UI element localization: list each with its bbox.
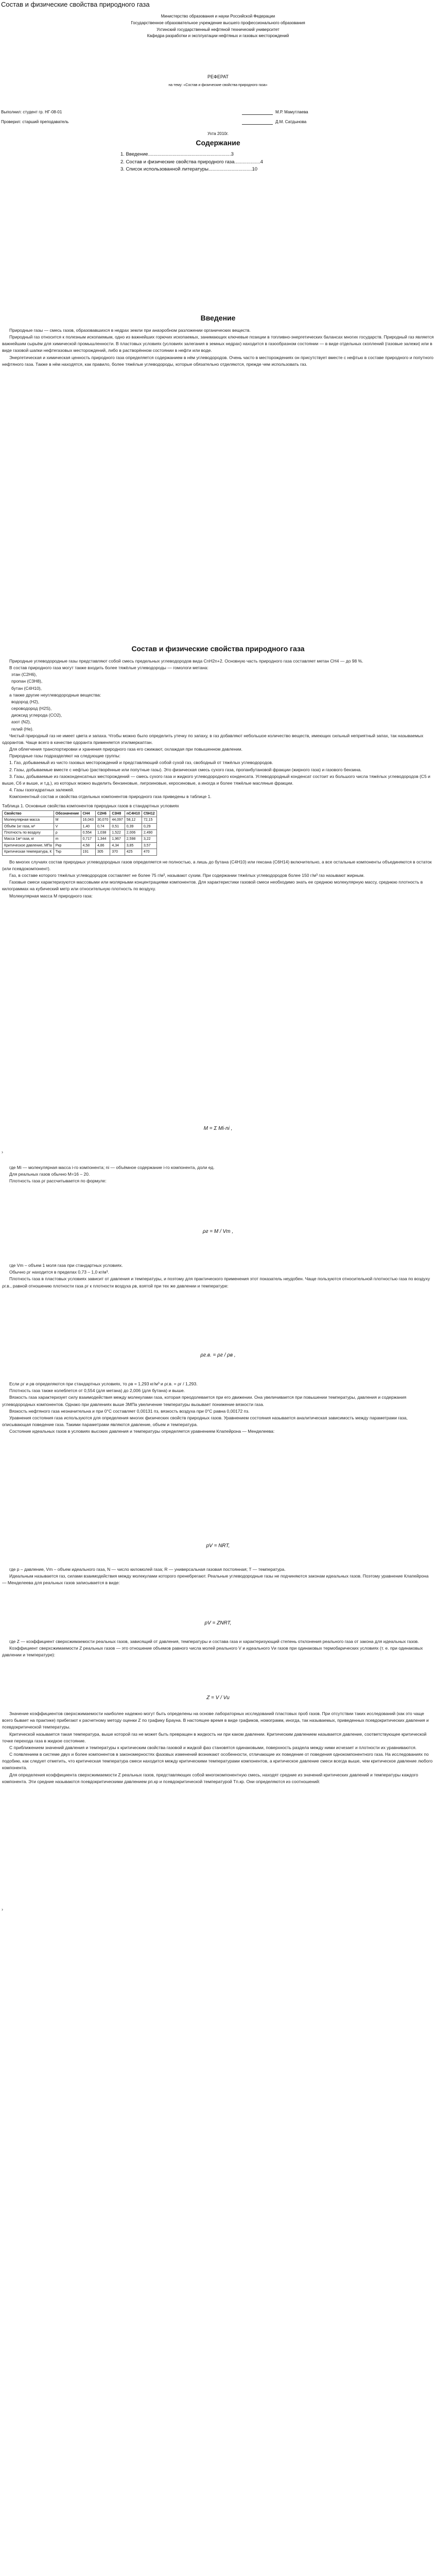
main-paragraph: Значение коэффициентов сверхсжимаемости наиболее надежно могут быть определены на основе лабораторных исследований пластовых проб газов. При отсутствии таких исследований (как это чаще всего бывает на практике) прибегают к расчетному методу оценки Z по графику Брауна. В настоящее время в виде графиков, номограмм, иногда, так называемых, приведенных псевдокритических давления и псевдокритической температуры. [2, 1711, 429, 1730]
table-cell: 1,967 [110, 836, 125, 842]
table-cell: 425 [125, 849, 142, 855]
referat-topic: на тему: «Состав и физические свойства природного газа» [168, 83, 268, 88]
table-cell: 0,554 [81, 829, 95, 836]
table-cell: Молекулярная масса [3, 817, 54, 823]
table-cell: Критическая температура, К [3, 849, 54, 855]
table-header-cell: C2H6 [95, 810, 110, 817]
table-cell: 1,40 [81, 823, 95, 829]
table-cell: 3,57 [142, 842, 156, 849]
after-formula-pv [0, 1566, 436, 1587]
list-item: водород (H2), [11, 699, 40, 704]
list-item: бутан (C4H10), [11, 685, 42, 691]
main-paragraph: 3. Газы, добываемые из газоконденсатных месторождений — смесь сухого газа и жидкого углеводородного конденсата. Углеводородный конденсат состоит из большого числа тяжёлых углеводородов (C5 и выше, C6 и выше, и т.д.), из которых можно выделить бензиновые, лигроиновые, керосиновые, а иногда и более тяжёлые масляные фракции. [2, 773, 430, 786]
main-paragraph: Коэффициент сверхсжимаемости Z реальных газов — это отношение объемов равного числа молей реального V и идеального Vи газов при одинаковых термобарических условиях (т. е. при одинаковых давлении и температуре): [2, 1646, 423, 1658]
title-page [0, 13, 436, 40]
referat-label: РЕФЕРАТ [207, 74, 229, 79]
table-cell: 0,39 [125, 823, 142, 829]
after-formula-rel [0, 1381, 436, 1435]
main-paragraph: Плотность газа в пластовых условиях зависит от давления и температуры, и поэтому для практического применения этот показатель неудобен. Чаще пользуются относительной плотностью газа по воздуху ρг.в., равной отношению плотности газа ρг к плотности воздуха ρв, взятой при тех же давлении и температуре: [2, 1276, 430, 1289]
main-paragraph: Критической называется такая температура, выше которой газ не может быть превращен в жидкость ни при каком давлении. Критическим давлением называется давление, соответствующее критической точке перехода газа в жидкое состояние. [2, 1731, 427, 1743]
main-paragraph: Уравнения состояния газа используются для определения многих физических свойств природных газов. Уравнением состояния называется аналитическая зависимость между параметрами газа, описывающая поведение газа. Такими параметрами являются давление, объем и температура. [2, 1415, 408, 1428]
formula-clapeyron: pV = NRT, [206, 1543, 230, 1549]
chevron-right-icon: › [2, 1149, 3, 1155]
after-formula-m [0, 1164, 436, 1185]
formula-pv-block [0, 1540, 436, 1552]
main-paragraph: Обычно ρг находится в пределах 0,73 – 1,0 кг/м³. [9, 1269, 109, 1275]
table-cell: 0,74 [95, 823, 110, 829]
main-paragraph: Если ρг и ρв определяются при стандартных условиях, то ρв = 1,293 кг/м³ и ρг.в. = ρг / 1,293. [9, 1381, 198, 1386]
formula-z-block [0, 1692, 436, 1704]
main-heading: Состав и физические свойства природного газа [131, 645, 305, 653]
main-paragraph: Газ, в составе которого тяжёлых углеводородов составляет не более 75 г/м³, называют сухим. При содержании тяжёлых углеводородов более 150 г/м³ газ называют жирным. [9, 873, 365, 878]
toc-item-composition[interactable]: 2. Состав и физические свойства природного газа...................4 [120, 159, 263, 165]
university-line: Ухтинский государственный нефтяной технический университет [156, 27, 280, 32]
table-cell: 370 [110, 849, 125, 855]
document-title: Состав и физические свойства природного газа [1, 1, 150, 8]
ministry-line: Министерство образования и науки Российской Федерации [161, 14, 275, 19]
main-paragraph: а также другие неуглеводородные вещества: [9, 692, 101, 698]
institution-line: Государственное образовательное учреждение высшего профессионального образования [131, 20, 305, 25]
formula-real-gas: pV = ZNRT, [204, 1620, 232, 1626]
table-cell: 1,522 [110, 829, 125, 836]
table-cell: 2,490 [142, 829, 156, 836]
table-cell: 0,29 [142, 823, 156, 829]
table-row [3, 829, 157, 836]
table-cell: 30,070 [95, 817, 110, 823]
after-formula-rho [0, 1262, 436, 1290]
table-cell: 16,043 [81, 817, 95, 823]
formula-relative-density: ρг.в. = ρг / ρв , [200, 1352, 236, 1358]
main-paragraph: Плотность газа ρг рассчитывается по формуле: [9, 1178, 107, 1184]
table-header-cell: nC4H10 [125, 810, 142, 817]
teacher-name: Д.М. Сатдынова [275, 120, 307, 124]
table-row [3, 817, 157, 823]
table-cell: 2,598 [125, 836, 142, 842]
main-paragraph: Вязкость нефтяного газа незначительна и при 0°С составляет 0,00131 пз, вязкость воздуха при 0°С равна 0,00172 пз. [9, 1408, 250, 1414]
main-paragraph: Компонентный состав и свойства отдельных компонентов природного газа приведены в таблице 1. [9, 794, 212, 800]
main-paragraph: Для реальных газов обычно M=16 – 20. [9, 1172, 90, 1177]
table-cell: Плотность по воздуху [3, 829, 54, 836]
table-cell: 4,34 [110, 842, 125, 849]
main-paragraph: Природные газы подразделяют на следующие группы: [9, 753, 120, 759]
chevron-right-icon: › [2, 1907, 3, 1912]
toc-section [0, 138, 436, 174]
list-item: азот (N2), [11, 719, 31, 725]
formula-rho-block [0, 1226, 436, 1238]
table-header-row [3, 810, 157, 817]
list-item: пропан (C3H8), [11, 679, 43, 684]
table-cell: 0,717 [81, 836, 95, 842]
student-name: М.Р. Мамутлаева [275, 110, 308, 114]
table-cell: Масса 1м³ газа, кг [3, 836, 54, 842]
table-row [3, 842, 157, 849]
signature-line-student [242, 114, 273, 115]
formula-z: Z = V / Vи [206, 1695, 230, 1701]
table-cell: V [54, 823, 81, 829]
formula-molar-mass: M = Σ Mi·ni , [203, 1126, 233, 1131]
table-cell: 58,12 [125, 817, 142, 823]
main-paragraph: где Vm – объем 1 моля газа при стандартных условиях. [9, 1263, 123, 1268]
toc-heading: Содержание [196, 139, 240, 147]
list-item: этан (C2H6), [11, 672, 37, 677]
table-cell: M [54, 817, 81, 823]
list-item: диоксид углерода (CO2), [11, 713, 62, 718]
table-cell: 2,006 [125, 829, 142, 836]
main-paragraph: Чистый природный газ не имеет цвета и запаха. Чтобы можно было определить утечку по запаху, в газ добавляют небольшое количество веществ, имеющих сильный неприятный запах, так называемых одорантов. Чаще всего в качестве одоранта применяется этилмеркаптан. [2, 733, 424, 745]
table-cell: 1,038 [95, 829, 110, 836]
table-cell: 0,51 [110, 823, 125, 829]
table-cell: 44,097 [110, 817, 125, 823]
main-section [0, 644, 436, 900]
table-header-cell: Обозначение [54, 810, 81, 817]
main-paragraph: Состояние идеальных газов в условиях высоких давления и температуры определяется уравнением Клапейрона — Менделеева: [9, 1429, 275, 1434]
main-paragraph: С приближением значений давления и температуры к критическим свойства газовой и жидкой фаз становятся одинаковыми, поверхность раздела между ними исчезает и плотности их уравниваются. [9, 1744, 417, 1750]
table-cell: 3,22 [142, 836, 156, 842]
formula-pvz-block [0, 1618, 436, 1629]
signature-line-teacher [242, 124, 273, 125]
table-cell: Tкр [54, 849, 81, 855]
main-paragraph: Вязкость газа характеризует силу взаимодействия между молекулами газа, которая преодолевается при его движении. Она увеличивается при повышении температуры, давления и содержания углеводородных компонентов. Однако при давлениях выше 3МПа увеличение температуры вызывает понижение вязкости газа. [2, 1395, 407, 1407]
toc-item-references[interactable]: 3. Список использованной литературы................................10 [120, 166, 258, 173]
intro-paragraph: Природные газы — смесь газов, образовавшихся в недрах земли при анаэробном разложении органических веществ. [9, 327, 251, 333]
main-paragraph: 1. Газ, добываемый из чисто газовых месторождений и представляющий собой сухой газ, свободный от тяжёлых углеводородов. [9, 760, 273, 766]
list-item: гелий (He). [11, 726, 34, 732]
table-header-cell: Свойство [3, 810, 54, 817]
intro-heading: Введение [200, 314, 236, 322]
main-paragraph: Идеальным называется газ, силами взаимодействия между молекулами которого пренебрегают. Реальные углеводородные газы не подчиняются законам идеальных газов. Поэтому уравнение Клапейрона — Менделеева для реальных газов записывается в виде: [2, 1573, 429, 1586]
table-cell: 305 [95, 849, 110, 855]
main-paragraph: С появлением в системе двух и более компонентов в закономерностях фазовых изменений возникают особенности, отличающие их поведение от поведения однокомпонентного газа. На исследованиях по подобию, как следует отметить, что критическая температура смеси находится между критическими температурами компонентов, а критическое давление смеси всегда выше, чем критическое давление любого компонента. [2, 1752, 433, 1771]
main-paragraph: Для определения коэффициента сверхсжимаемости Z реальных газов, представляющих собой многокомпонентную смесь, находят средние из значений критических давлений и температуры каждого компонента. Эти средние называются псевдокритическими давлением pп.кр и псевдокритической температурой Tп.кр. Они определяются из соотношений: [2, 1772, 418, 1784]
main-paragraph: Природные углеводородные газы представляют собой смесь предельных углеводородов вида CnH2n+2. Основную часть природного газа составляет метан CH4 — до 98 %. [9, 658, 363, 664]
table-header-cell: C5H12 [142, 810, 156, 817]
table-header-cell: C3H8 [110, 810, 125, 817]
main-paragraph: Для облегчения транспортировки и хранения природного газа его сжижают, охлаждая при повышенном давлении. [9, 747, 242, 752]
table-cell: 4,86 [95, 842, 110, 849]
teacher-label: Проверил: старший преподаватель [1, 120, 69, 124]
table-cell: 72,15 [142, 817, 156, 823]
main-paragraph: где Z — коэффициент сверхсжимаемости реальных газов, зависящий от давления, температуры и состава газа и характеризующий степень отклонения реального газа от закона для идеальных газов. [9, 1639, 419, 1644]
main-paragraph: В состав природного газа могут также входить более тяжёлые углеводороды — гомологи метана: [9, 665, 208, 671]
table-row [3, 823, 157, 829]
table-cell: 1,344 [95, 836, 110, 842]
formula-rel-block [0, 1350, 436, 1361]
after-formula-z [0, 1710, 436, 1785]
table-cell: Объём 1кг газа, м³ [3, 823, 54, 829]
intro-section [0, 313, 436, 368]
properties-table [2, 810, 157, 856]
list-item: сероводород (H2S), [11, 706, 52, 711]
table-cell: 191 [81, 849, 95, 855]
student-label: Выполнил: студент гр. НГ-08-01 [1, 110, 62, 114]
table-header-cell: CH4 [81, 810, 95, 817]
formula-density: ρг = M / Vm , [202, 1229, 234, 1234]
table-cell: m [54, 836, 81, 842]
table-cell: Критическое давление, МПа [3, 842, 54, 849]
toc-item-intro[interactable]: 1. Введение.............................................................3 [120, 151, 234, 157]
referat-block [0, 74, 436, 88]
intro-paragraph: Природный газ относится к полезным ископаемым, одно из важнейших горючих ископаемых, занимающих ключевые позиции в топливно-энергетических балансах многих государств. Природный газ является важнейшим сырьём для химической промышленности. В пластовых условиях (условиях залегания в земных недрах) находится в газообразном состоянии — в виде отдельных скоплений (газовые залежи) или в виде газовой шапки нефтегазовых месторождений, либо в растворённом состоянии в нефти или воде. [2, 334, 434, 353]
after-formula-pvz [0, 1638, 436, 1659]
table-caption: Таблица 1. Основные свойства компонентов природных газов в стандартных условиях [2, 803, 179, 808]
table-row [3, 836, 157, 842]
table-cell: ρ [54, 829, 81, 836]
city-year: Ухта 2010г. [207, 131, 229, 136]
main-paragraph: где Mi — молекулярная масса i-го компонента; ni — объёмное содержание i-го компонента, доли ед. [9, 1165, 215, 1170]
main-paragraph: Газовые смеси характеризуются массовыми или молярными концентрациями компонентов. Для характеристики газовой смеси необходимо знать ее среднюю молекулярную массу, среднюю плотность в килограммах на кубический метр или относительную плотность по воздуху. [2, 879, 423, 892]
main-paragraph: 2. Газы, добываемые вместе с нефтью (растворённые или попутные газы). Это физическая смесь сухого газа, пропанбутановой фракции (жирного газа) и газового бензина. [9, 767, 362, 772]
intro-paragraph: Энергетическая и химическая ценность природного газа определяется содержанием в нём углеводородов. Очень часто в месторождениях он присутствует вместе с нефтью в составе природного и попутного нефтяного газа. Также в нём находятся, как правило, более тяжёлые углеводороды, которые обязательно отделяются, прежде чем использовать газ. [2, 354, 433, 367]
main-paragraph: 4. Газы газогидратных залежей. [9, 787, 74, 793]
formula-m-block [0, 1123, 436, 1134]
main-paragraph: где p – давление, Vm – объем идеального газа, N — число киломолей газа; R — универсальная газовая постоянная; T — температура. [9, 1567, 286, 1572]
main-paragraph: Плотность газа также колеблется от 0,554 (для метана) до 2,006 (для бутана) и выше. [9, 1388, 185, 1394]
table-cell: 3,85 [125, 842, 142, 849]
table-cell: 470 [142, 849, 156, 855]
department-line: Кафедра разработки и эксплуатации нефтяных и газовых месторождений [147, 33, 289, 39]
table-cell: 4,58 [81, 842, 95, 849]
table-cell: Pкр [54, 842, 81, 849]
main-paragraph: Молекулярная масса M природного газа: [9, 893, 93, 899]
main-paragraph: Во многих случаях состав природных углеводородных газов определяется не полностью, а лишь до бутана (C4H10) или гексана (C6H14) включительно, а все остальные компоненты объединяются в остаток (или псевдокомпонент). [2, 859, 432, 871]
table-row [3, 849, 157, 855]
